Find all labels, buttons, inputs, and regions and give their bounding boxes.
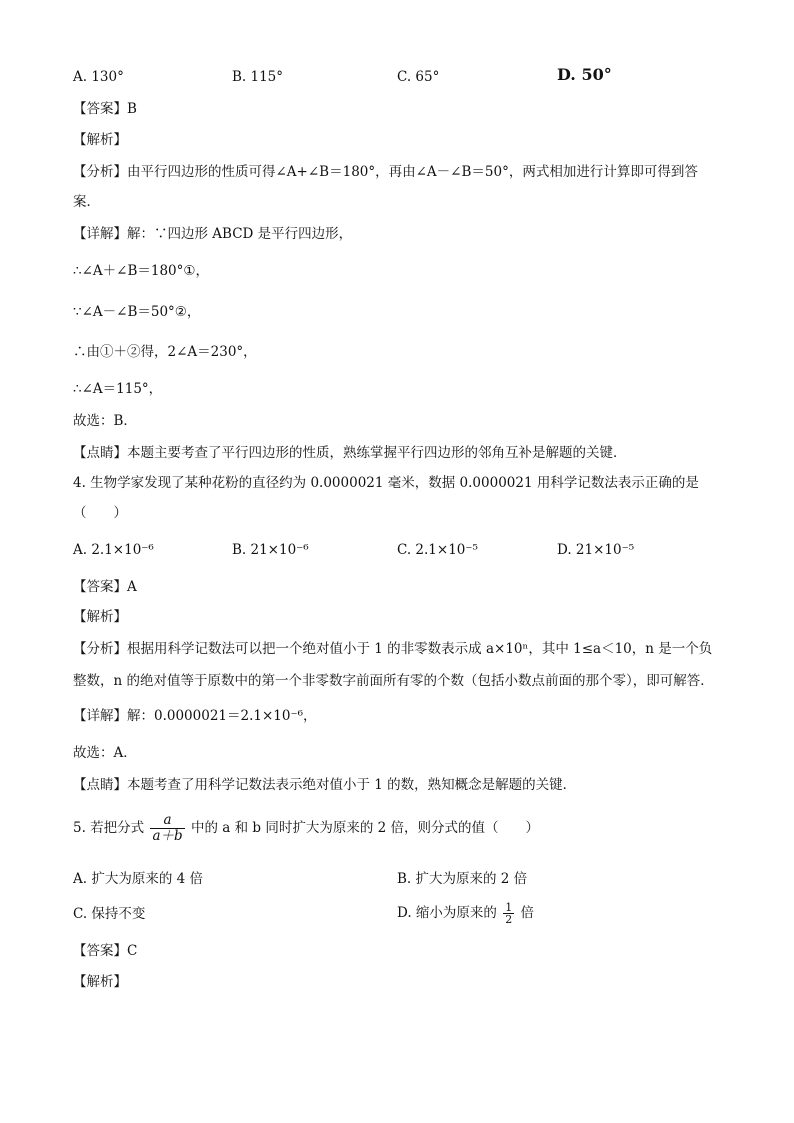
q4-comment: 【点睛】本题考查了用科学记数法表示绝对值小于 1 的数，熟知概念是解题的关键．: [73, 777, 577, 793]
q3-analysis-line2: 案．: [73, 194, 100, 210]
q5-option-c: C. 保持不变: [73, 906, 146, 922]
q4-option-b: B. 21×10⁻⁶: [232, 542, 309, 558]
q5-fraction-numerator: a: [150, 813, 184, 829]
q5-option-b: B. 扩大为原来的 2 倍: [397, 871, 528, 887]
q3-detail-line3: ∵∠A－∠B＝50°②，: [73, 304, 201, 320]
q3-analysis-line1: 【分析】由平行四边形的性质可得∠A+∠B＝180°，再由∠A－∠B＝50°，两式相加进行计算即可得到答: [73, 164, 698, 180]
q4-choice: 故选：A．: [73, 745, 137, 761]
q3-jiexi-heading: 【解析】: [73, 132, 127, 148]
q3-detail-line1: 【详解】解：∵四边形 ABCD 是平行四边形，: [73, 226, 353, 242]
q5-option-d-denominator: 2: [505, 913, 513, 926]
q5-option-d-prefix: D. 缩小为原来的: [397, 905, 497, 921]
q3-option-b: B. 115°: [232, 69, 284, 85]
q5-option-d-fraction: [503, 902, 514, 925]
q3-detail-line4: ∴由①＋②得，2∠A＝230°，: [73, 344, 257, 360]
q5-option-d-numerator: 1: [505, 901, 513, 914]
q3-option-d: D. 50°: [557, 65, 612, 84]
q3-detail-line5: ∴∠A＝115°，: [73, 381, 163, 397]
q3-answer: 【答案】B: [73, 101, 137, 117]
q5-answer: 【答案】C: [73, 943, 138, 959]
q4-stem-line2: （ ）: [73, 505, 127, 521]
q3-option-a: A. 130°: [73, 69, 124, 85]
q3-detail-line2: ∴∠A＋∠B＝180°①，: [73, 263, 210, 279]
q4-option-d: D. 21×10⁻⁵: [557, 542, 635, 558]
q3-option-c: C. 65°: [397, 69, 440, 85]
q5-fraction: [150, 813, 184, 844]
q3-comment: 【点睛】本题主要考查了平行四边形的性质，熟练掌握平行四边形的邻角互补是解题的关键．: [73, 445, 627, 461]
q5-option-a: A. 扩大为原来的 4 倍: [73, 871, 204, 887]
q4-analysis-line1: 【分析】根据用科学记数法可以把一个绝对值小于 1 的非零数表示成 a×10ⁿ，其中 1≤a＜10，n 是一个负: [73, 641, 713, 657]
q5-stem: [73, 813, 539, 844]
q5-jiexi-heading: 【解析】: [73, 974, 127, 990]
q4-option-a: A. 2.1×10⁻⁶: [73, 542, 154, 558]
q5-stem-prefix: 5. 若把分式: [73, 820, 145, 836]
q5-stem-suffix: 中的 a 和 b 同时扩大为原来的 2 倍，则分式的值（ ）: [190, 820, 539, 836]
q4-detail: 【详解】解：0.0000021＝2.1×10⁻⁶，: [73, 708, 317, 724]
q4-jiexi-heading: 【解析】: [73, 609, 127, 625]
q4-stem-line1: 4. 生物学家发现了某种花粉的直径约为 0.0000021 毫米，数据 0.0000021 用科学记数法表示正确的是: [73, 475, 699, 491]
q4-analysis-line2: 整数，n 的绝对值等于原数中的第一个非零数字前面所有零的个数（包括小数点前面的那个零），即可解答．: [73, 673, 714, 689]
q5-fraction-denominator: a＋b: [152, 828, 183, 844]
q4-option-c: C. 2.1×10⁻⁵: [397, 542, 478, 558]
q5-option-d: [397, 900, 534, 926]
q4-answer: 【答案】A: [73, 579, 137, 595]
q5-option-d-suffix: 倍: [520, 905, 535, 921]
q3-choice: 故选：B．: [73, 413, 137, 429]
